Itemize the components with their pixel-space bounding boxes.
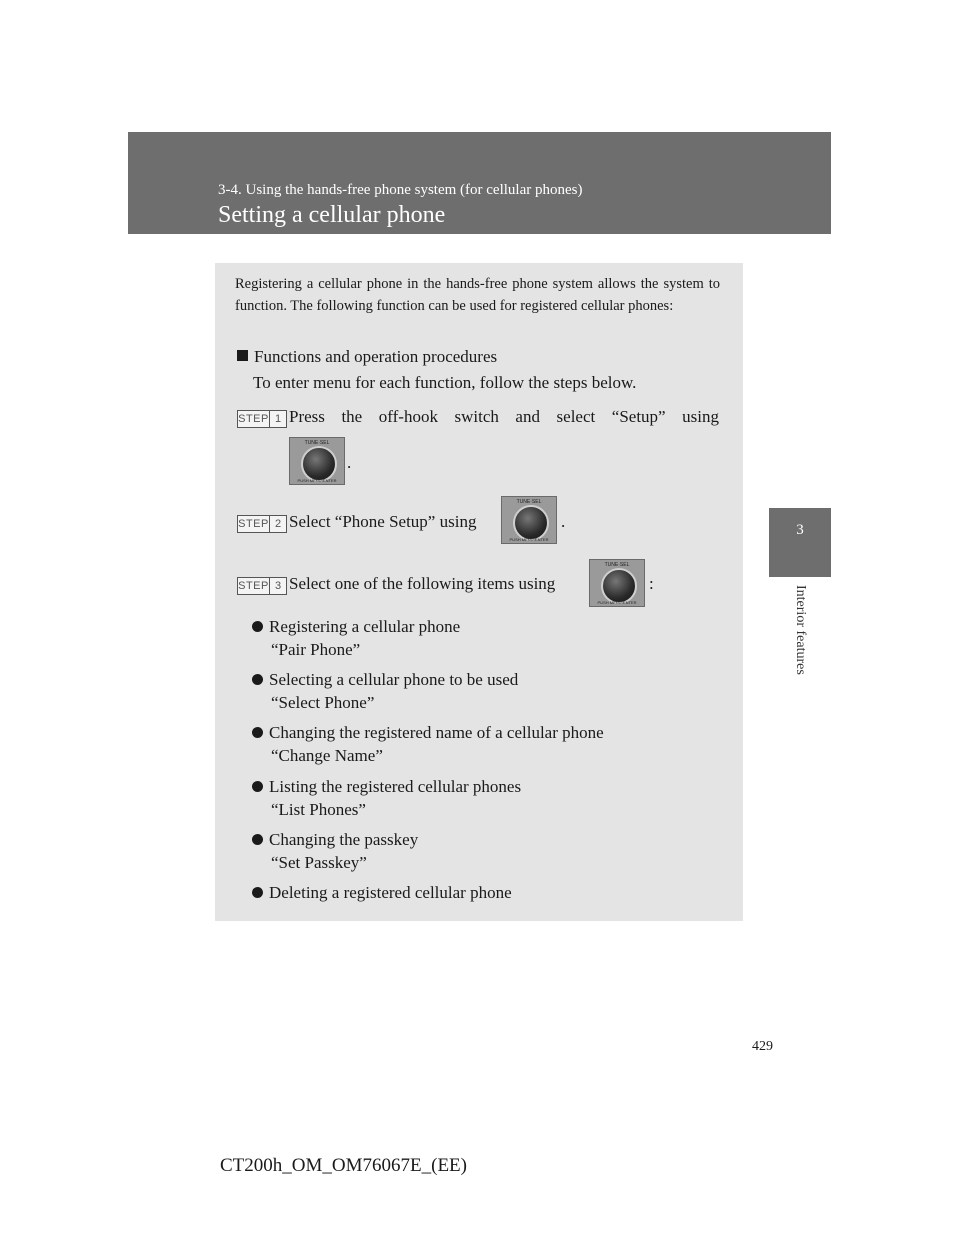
- item-menu-name: “Pair Phone”: [271, 640, 361, 659]
- list-item: [252, 721, 604, 767]
- item-title: Changing the registered name of a cellular phone: [269, 723, 604, 742]
- page-title: Setting a cellular phone: [218, 202, 446, 228]
- chapter-header: [128, 132, 831, 234]
- list-item: [252, 668, 518, 714]
- bullet-icon: [252, 887, 263, 898]
- subheading-text: Functions and operation procedures: [254, 347, 498, 366]
- step-number: 3: [274, 580, 282, 592]
- item-menu-name: “List Phones”: [271, 800, 366, 819]
- knob-top-label: TUNE·SEL: [604, 562, 630, 568]
- step-word: STEP: [238, 413, 269, 425]
- step-3-badge: [237, 577, 287, 595]
- item-menu-name: “Set Passkey”: [271, 853, 367, 872]
- item-menu-name: “Change Name”: [271, 746, 383, 765]
- step-3-suffix: :: [649, 574, 654, 593]
- chapter-tab: [769, 508, 831, 577]
- tune-sel-knob-icon: [289, 437, 345, 485]
- item-title: Listing the registered cellular phones: [269, 777, 522, 796]
- bullet-icon: [252, 727, 263, 738]
- section-subheading: [237, 347, 497, 367]
- knob-bottom-label: PUSH MENU•ENTER: [597, 600, 637, 605]
- step-word: STEP: [238, 518, 269, 530]
- content-panel: [215, 263, 743, 921]
- step-number: 2: [274, 518, 282, 530]
- item-title: Registering a cellular phone: [269, 617, 461, 636]
- step-2-suffix: .: [561, 512, 566, 531]
- knob-dial: [513, 505, 549, 541]
- step-3-text: Select one of the following items using: [289, 574, 556, 593]
- step-2-badge: [237, 515, 287, 533]
- tune-sel-knob-icon: [589, 559, 645, 607]
- square-bullet-icon: [237, 350, 248, 361]
- step-1-text: Press the off-hook switch and select “Setup” using: [289, 407, 719, 426]
- tune-sel-knob-icon: [501, 496, 557, 544]
- list-item: [252, 828, 418, 874]
- list-item: [252, 775, 521, 821]
- instruction-text: To enter menu for each function, follow the steps below.: [253, 373, 637, 392]
- knob-dial: [301, 446, 337, 482]
- chapter-number: 3: [796, 522, 804, 538]
- section-heading: 3-4. Using the hands-free phone system (for cellular phones): [218, 182, 583, 198]
- item-title: Changing the passkey: [269, 830, 419, 849]
- knob-top-label: TUNE·SEL: [304, 440, 330, 446]
- step-1-suffix: .: [347, 453, 352, 472]
- list-item: [252, 615, 460, 661]
- bullet-icon: [252, 781, 263, 792]
- step-2-text: Select “Phone Setup” using: [289, 512, 477, 531]
- step-1-badge: [237, 410, 287, 428]
- knob-bottom-label: PUSH MENU•ENTER: [297, 478, 337, 483]
- step-word: STEP: [238, 580, 269, 592]
- document-id: CT200h_OM_OM76067E_(EE): [220, 1155, 467, 1176]
- bullet-icon: [252, 621, 263, 632]
- knob-top-label: TUNE·SEL: [516, 499, 542, 505]
- list-item: [252, 881, 512, 904]
- knob-dial: [601, 568, 637, 604]
- item-title: Deleting a registered cellular phone: [269, 883, 512, 902]
- page-number: 429: [752, 1039, 773, 1054]
- step-number: 1: [274, 413, 282, 425]
- chapter-label: Interior features: [793, 585, 808, 675]
- knob-bottom-label: PUSH MENU•ENTER: [509, 537, 549, 542]
- item-menu-name: “Select Phone”: [271, 693, 375, 712]
- bullet-icon: [252, 834, 263, 845]
- bullet-icon: [252, 674, 263, 685]
- intro-paragraph: Registering a cellular phone in the hands-free phone system allows the system to function. The following function can be used for registered cellular phones:: [235, 276, 720, 314]
- item-title: Selecting a cellular phone to be used: [269, 670, 519, 689]
